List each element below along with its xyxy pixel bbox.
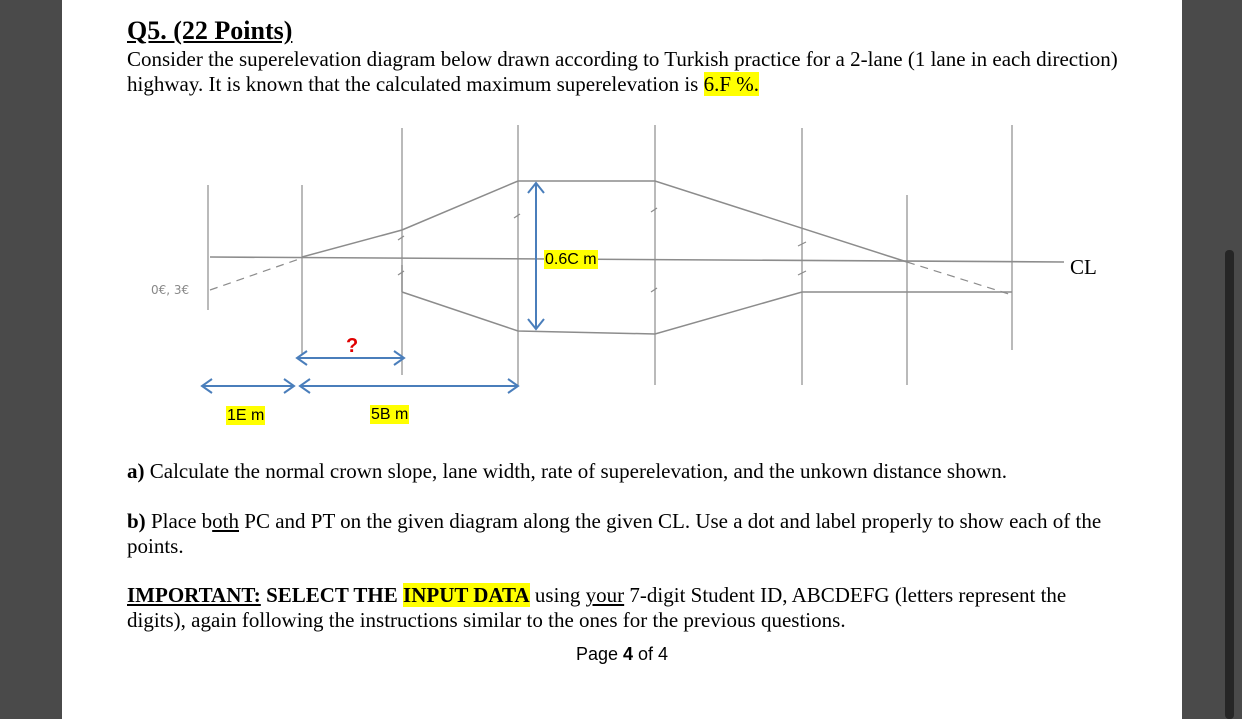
max-superelevation-highlight: 6.F %.	[703, 72, 760, 96]
intro-text: Consider the superelevation diagram below drawn according to Turkish practice for a 2-lane (1 lane in each direction) highway. It is known that the calculated maximum superelevation is	[127, 47, 1118, 96]
document-page	[62, 0, 1182, 719]
part-a-label: a)	[127, 459, 145, 483]
unknown-distance-label: ?	[346, 335, 359, 357]
tick-mark	[651, 208, 657, 212]
important-paragraph	[127, 583, 1102, 633]
tick-mark	[651, 288, 657, 292]
dashed-crown-right	[907, 262, 1012, 295]
dashed-crown-left	[210, 258, 302, 290]
tick-mark	[398, 271, 404, 275]
page-number	[62, 644, 1182, 665]
page-current: 4	[623, 644, 634, 664]
question-title: Q5. (22 Points)	[127, 16, 293, 45]
part-a-paragraph	[127, 459, 1127, 484]
input-data-highlight: INPUT DATA	[403, 583, 530, 607]
centerline	[210, 257, 1064, 262]
scrollbar-thumb[interactable]	[1225, 250, 1234, 719]
height-label: 0.6C m	[545, 251, 597, 268]
viewer-left-gutter	[0, 0, 62, 719]
page-prefix: Page	[575, 644, 623, 664]
dimension-arrows	[202, 183, 544, 393]
tick-mark	[398, 236, 404, 240]
page-suffix: of 4	[633, 644, 669, 664]
part-b-text-pre: Place b	[145, 509, 213, 533]
centerline-label: CL	[1070, 255, 1097, 279]
handwritten-crown-label: 0€, 3€	[151, 283, 190, 297]
dist2-label: 5B m	[371, 406, 409, 423]
dist1-label: 1E m	[227, 407, 265, 424]
diagram-lines	[208, 125, 1064, 385]
important-text-pre: using	[529, 583, 586, 607]
part-b-underlined: oth	[212, 509, 240, 533]
important-bold-text: SELECT THE	[260, 583, 404, 607]
important-text-post: 7-digit Student ID, ABCDEFG (letters represent the digits), again following the instructions similar to the ones for the previous questions.	[127, 583, 1067, 632]
part-b-text-post: PC and PT on the given diagram along the given CL. Use a dot and label properly to show each of the points.	[127, 509, 1102, 558]
important-underlined: your	[585, 583, 625, 607]
outside-edge-profile	[302, 181, 907, 262]
inside-edge-profile	[402, 292, 1012, 334]
superelevation-diagram	[62, 0, 1182, 440]
tick-mark	[514, 214, 520, 218]
part-a-text: Calculate the normal crown slope, lane width, rate of superelevation, and the unkown distance shown.	[144, 459, 1007, 483]
part-b-label: b)	[127, 509, 146, 533]
part-b-paragraph	[127, 509, 1127, 559]
important-label: IMPORTANT:	[127, 583, 261, 607]
